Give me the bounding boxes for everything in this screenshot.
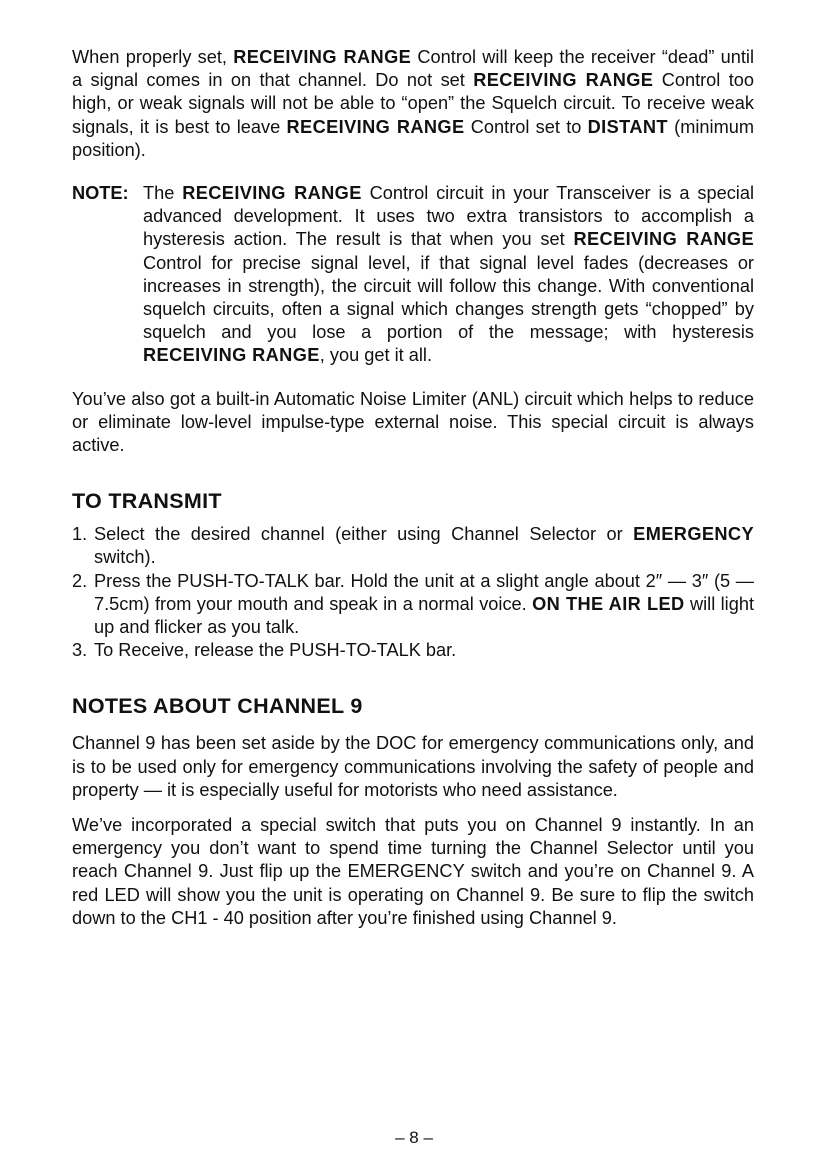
receiving-range-paragraph: When properly set, RECEIVING RANGE Control will keep the receiver “dead” until a signal comes in on that channel. Do not set RECEIVING RANGE Control too high, or weak signals will not be able to “open” the Squelch circuit. To receive weak signals, it is best to leave RECEIVING RANGE Control set to DISTANT (minimum position). bbox=[72, 47, 754, 160]
bold-term: RECEIVING RANGE bbox=[143, 345, 320, 366]
list-item: 2. Press the PUSH-TO-TALK bar. Hold the unit at a slight angle about 2″ — 3″ (5 — 7.5cm) from your mouth and speak in a normal voice. ON THE AIR LED will light up and flicker as you talk. bbox=[72, 570, 754, 638]
channel9-paragraph-2: We’ve incorporated a special switch that puts you on Channel 9 instantly. In an emergency you don’t want to spend time turning the Channel Selector until you reach Channel 9. Just flip up the EMERGENCY switch and you’re on Channel 9. A red LED will show you the unit is operating on Channel 9. Be sure to flip the switch down to the CH1 - 40 position after you’re finished using Channel 9. bbox=[72, 815, 754, 928]
note-label: NOTE: bbox=[72, 183, 129, 204]
transmit-heading: TO TRANSMIT bbox=[72, 489, 222, 514]
channel9-paragraph-1: Channel 9 has been set aside by the DOC for emergency communications only, and is to be used only for emergency communications involving the safety of people and property — it is especially useful for motorists who need assistance. bbox=[72, 733, 754, 800]
bold-term: RECEIVING RANGE bbox=[473, 70, 654, 91]
bold-term: RECEIVING RANGE bbox=[182, 183, 362, 204]
page-number: – 8 – bbox=[395, 1128, 433, 1147]
note-text: The RECEIVING RANGE Control circuit in your Transceiver is a special advanced development. It uses two extra transistors to accomplish a hysteresis action. The result is that when you set RECEIVING RANGE Control for precise signal level, if that signal level fades (decreases or increases in strength), the circuit will follow this change. With conventional squelch circuits, often a signal which changes strength gets “chopped” by squelch and you lose a portion of the message; with hysteresis RECEIVING RANGE, you get it all. bbox=[143, 183, 754, 366]
transmit-steps bbox=[72, 523, 754, 662]
manual-page bbox=[72, 46, 754, 930]
bold-term: EMERGENCY bbox=[633, 524, 754, 545]
bold-term: RECEIVING RANGE bbox=[233, 47, 412, 67]
bold-term: DISTANT bbox=[587, 116, 668, 137]
bold-term: ON THE AIR LED bbox=[532, 593, 685, 614]
bold-term: RECEIVING RANGE bbox=[573, 229, 754, 250]
bold-term: RECEIVING RANGE bbox=[286, 116, 465, 137]
list-item: 1. Select the desired channel (either using Channel Selector or EMERGENCY switch). bbox=[72, 524, 754, 568]
list-item: 3. To Receive, release the PUSH-TO-TALK bar. bbox=[72, 640, 457, 661]
anl-paragraph: You’ve also got a built-in Automatic Noise Limiter (ANL) circuit which helps to reduce or eliminate low-level impulse-type external noise. This special circuit is always active. bbox=[72, 388, 754, 456]
channel9-heading: NOTES ABOUT CHANNEL 9 bbox=[72, 694, 363, 719]
note-block bbox=[72, 182, 754, 368]
